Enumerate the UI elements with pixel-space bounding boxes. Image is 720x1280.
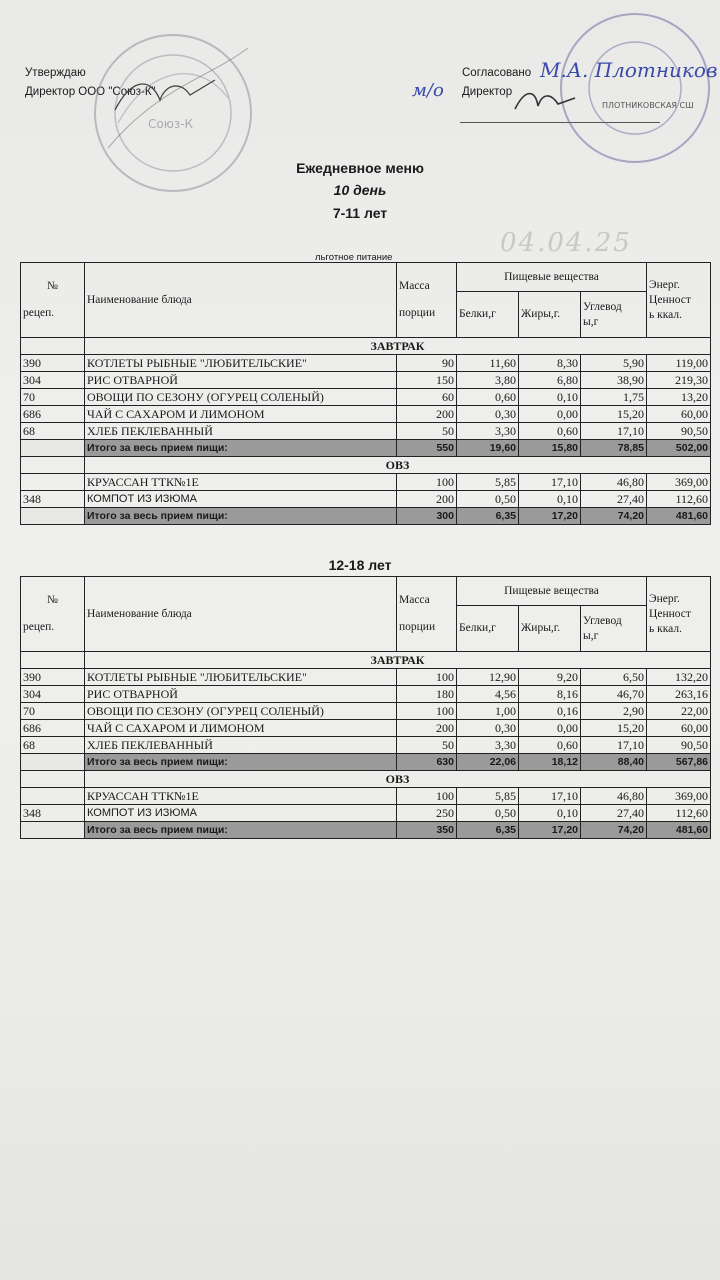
table-row: 304 РИС ОТВАРНОЙ 150 3,80 6,80 38,90 219,30 [21, 372, 711, 389]
col-energy-header: Энерг. Ценност ь ккал. [647, 577, 711, 652]
handwritten-initials: м/о [412, 80, 444, 101]
col-fat-header: Жиры,г. [519, 606, 581, 652]
signature-scribble [510, 84, 580, 114]
section-breakfast: ЗАВТРАК [85, 338, 711, 355]
col-name-header: Наименование блюда [85, 577, 397, 652]
table-row: КРУАССАН ТТК№1Е 100 5,85 17,10 46,80 369,00 [21, 788, 711, 805]
table-row: 304 РИС ОТВАРНОЙ 180 4,56 8,16 46,70 263,16 [21, 686, 711, 703]
table-row: 348 КОМПОТ ИЗ ИЗЮМА 250 0,50 0,10 27,40 112,60 [21, 805, 711, 822]
signature-scribble-left [110, 70, 220, 120]
table-row: 68 ХЛЕБ ПЕКЛЕВАННЫЙ 50 3,30 0,60 17,10 90,50 [21, 737, 711, 754]
col-energy-header: Энерг. Ценност ь ккал. [647, 263, 711, 338]
total-row: Итого за весь прием пищи: 630 22,06 18,12 88,40 567,86 [21, 754, 711, 771]
col-carb-header: Углевод ы,г [581, 606, 647, 652]
menu-day: 10 день [333, 182, 387, 198]
approve-label: Утверждаю [25, 67, 86, 79]
stamp-left-text: Союз-К [148, 117, 194, 131]
col-num-header: № рецеп. [21, 577, 85, 652]
menu-table-7-11 [20, 262, 711, 525]
col-nutr-header: Пищевые вещества [457, 577, 647, 606]
benefit-note: льготное питание [315, 252, 393, 263]
stamp-right-text: ПЛОТНИКОВСКАЯ СШ [602, 101, 694, 110]
section-breakfast: ЗАВТРАК [85, 652, 711, 669]
col-mass-header: Масса порции [397, 263, 457, 338]
section-ovz: ОВЗ [85, 457, 711, 474]
agreed-label: Согласовано [462, 67, 532, 79]
approve-director: Директор ООО "Союз-К" [25, 86, 156, 98]
table-row: 68 ХЛЕБ ПЕКЛЕВАННЫЙ 50 3,30 0,60 17,10 90,50 [21, 423, 711, 440]
total-row: Итого за весь прием пищи: 300 6,35 17,20 74,20 481,60 [21, 508, 711, 525]
col-fat-header: Жиры,г. [519, 292, 581, 338]
total-row: Итого за весь прием пищи: 350 6,35 17,20 74,20 481,60 [21, 822, 711, 839]
col-name-header: Наименование блюда [85, 263, 397, 338]
col-nutr-header: Пищевые вещества [457, 263, 647, 292]
table-row: КРУАССАН ТТК№1Е 100 5,85 17,10 46,80 369,00 [21, 474, 711, 491]
age-group-1: 7-11 лет [332, 205, 388, 221]
table-row: 390 КОТЛЕТЫ РЫБНЫЕ "ЛЮБИТЕЛЬСКИЕ" 90 11,60 8,30 5,90 119,00 [21, 355, 711, 372]
col-carb-header: Углевод ы,г [581, 292, 647, 338]
table-row: 70 ОВОЩИ ПО СЕЗОНУ (ОГУРЕЦ СОЛЕНЫЙ) 60 0,60 0,10 1,75 13,20 [21, 389, 711, 406]
age-group-2: 12-18 лет [328, 557, 392, 573]
agreed-director: Директор [462, 86, 513, 98]
table-row: 70 ОВОЩИ ПО СЕЗОНУ (ОГУРЕЦ СОЛЕНЫЙ) 100 1,00 0,16 2,90 22,00 [21, 703, 711, 720]
col-num-header: № рецеп. [21, 263, 85, 338]
menu-table-12-18 [20, 576, 711, 839]
total-row: Итого за весь прием пищи: 550 19,60 15,80 78,85 502,00 [21, 440, 711, 457]
table-row: 348 КОМПОТ ИЗ ИЗЮМА 200 0,50 0,10 27,40 112,60 [21, 491, 711, 508]
section-ovz: ОВЗ [85, 771, 711, 788]
table-row: 390 КОТЛЕТЫ РЫБНЫЕ "ЛЮБИТЕЛЬСКИЕ" 100 12,90 9,20 6,50 132,20 [21, 669, 711, 686]
col-mass-header: Масса порции [397, 577, 457, 652]
col-protein-header: Белки,г [457, 606, 519, 652]
handwritten-name: М.А. Плотников [540, 58, 718, 82]
menu-title: Ежедневное меню [296, 160, 424, 176]
table-row: 686 ЧАЙ С САХАРОМ И ЛИМОНОМ 200 0,30 0,00 15,20 60,00 [21, 406, 711, 423]
table-row: 686 ЧАЙ С САХАРОМ И ЛИМОНОМ 200 0,30 0,00 15,20 60,00 [21, 720, 711, 737]
col-protein-header: Белки,г [457, 292, 519, 338]
handwritten-date: 04.04.25 [500, 228, 632, 258]
